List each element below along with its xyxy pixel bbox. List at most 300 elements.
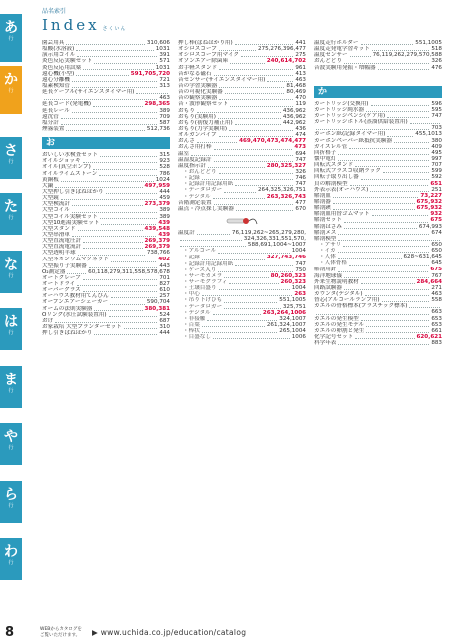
entry-pages: 389 — [159, 207, 170, 214]
leader-dots — [44, 99, 157, 100]
entry-pages: 463 — [431, 291, 442, 298]
leader-dots — [214, 149, 293, 150]
tab-ta[interactable] — [0, 193, 22, 235]
tab-na[interactable] — [0, 251, 22, 293]
index-column-2 — [178, 40, 306, 340]
entry-label: 塩素検知管 — [42, 82, 70, 89]
entry-pages: 512,736 — [146, 125, 170, 132]
leader-dots — [230, 63, 265, 64]
entry-pages: 923 — [159, 158, 170, 165]
entry-label: カエルの卵割と発生 — [314, 327, 365, 334]
entry-pages: 675,932 — [416, 198, 442, 205]
entry-label: ・アサリ — [319, 241, 342, 248]
entry-label: 音の学習実験器 — [178, 82, 218, 89]
entry-pages: 628~631,645 — [403, 254, 442, 261]
leader-dots — [78, 230, 143, 231]
tab-sa[interactable] — [0, 137, 22, 179]
index-entry — [42, 330, 170, 336]
entry-pages: 324,326,331,551,570, — [243, 236, 306, 243]
leader-dots — [83, 69, 154, 70]
tab-gyo: 行 — [8, 388, 14, 394]
entry-label: オームの法則実験器 — [42, 305, 93, 312]
entry-pages: 674,993 — [418, 223, 442, 230]
entry-label: 大型透明半球 — [42, 250, 76, 257]
entry-label: カートリッジボトル(蒸溜供給装置用) — [314, 119, 408, 126]
entry-label: 遠沈管 — [42, 113, 59, 120]
entry-pages: 326 — [295, 168, 306, 175]
entry-label: ・サーモグラフィ — [183, 279, 228, 286]
entry-pages: 389 — [159, 213, 170, 220]
leader-dots — [197, 142, 237, 143]
entry-pages: 284,664 — [416, 278, 442, 285]
entry-label: Oリング(水圧試験装置用) — [42, 311, 107, 318]
entry-list-o-part2 — [42, 152, 170, 336]
entry-label: 貝の解剖模型 — [314, 180, 348, 187]
entry-label: カートリッジ(交換用) — [314, 100, 369, 107]
entry-pages: 439,548 — [144, 225, 170, 232]
leader-dots — [93, 169, 157, 170]
entry-label: ・棒状 — [183, 328, 200, 335]
entry-label: 温度センサー — [314, 52, 348, 59]
catalog-url-link[interactable]: ▶ www.uchida.co.jp/education/catalog — [92, 628, 247, 637]
leader-dots — [218, 271, 293, 272]
entry-label: カエルの骨格標本(プラスチック標本) — [314, 303, 408, 310]
tab-kana: た — [4, 199, 18, 215]
entry-pages: 518 — [431, 46, 442, 53]
tab-ma[interactable] — [0, 366, 22, 408]
leader-dots — [67, 273, 86, 274]
leader-dots — [350, 185, 429, 186]
tab-kana: あ — [4, 20, 18, 36]
entry-label: お手軽スタンド — [178, 64, 218, 71]
entry-label: カウンタ(デジタル) — [314, 291, 363, 298]
entry-pages: 469,470,473,474,477 — [239, 138, 306, 145]
entry-label: ガイスレル管 — [314, 143, 348, 150]
leader-dots — [83, 242, 142, 243]
leader-dots — [218, 118, 281, 119]
tab-ya[interactable] — [0, 423, 22, 465]
entry-pages: 558 — [431, 297, 442, 304]
entry-pages: 747 — [295, 260, 306, 267]
entry-pages: 675 — [430, 217, 442, 224]
leader-dots — [230, 106, 293, 107]
entry-list-o-part5 — [314, 40, 442, 71]
entry-pages: 315 — [159, 152, 170, 159]
leader-dots — [100, 156, 157, 157]
entry-pages: 675,932 — [416, 205, 442, 212]
leader-dots — [214, 161, 294, 162]
entry-label: 回転子取り出し器 — [314, 174, 359, 181]
entry-label: 塩酸(水溶液) — [42, 46, 75, 53]
leader-dots — [338, 160, 429, 161]
entry-label: ・記録計用記録用紙 — [183, 260, 234, 267]
entry-pages: 1024 — [155, 176, 170, 183]
tab-kana: か — [4, 72, 18, 88]
entry-label: カートリッジペンシ(ケア用) — [314, 112, 386, 119]
entry-label: 延長レール — [42, 107, 70, 114]
leader-dots — [366, 332, 429, 333]
entry-label: O₂測定器 — [42, 268, 66, 275]
entry-pages: 747 — [431, 112, 442, 119]
tab-kana: や — [4, 429, 18, 445]
entry-label: オゾンエアー除菌庫 — [178, 58, 229, 65]
index-title-note: さくいん — [102, 26, 127, 32]
entry-pages: 645 — [431, 260, 442, 267]
index-title — [42, 16, 127, 38]
entry-label: 演示用コイル — [42, 52, 76, 59]
entry-pages: 650 — [431, 241, 442, 248]
entry-pages: 409 — [431, 143, 442, 150]
leader-dots — [224, 192, 256, 193]
entry-pages: 265,1004 — [279, 328, 306, 335]
entry-label: ・記録 — [183, 175, 200, 182]
entry-label: カエルの発生モデル — [314, 321, 365, 328]
tab-kana: わ — [4, 544, 18, 560]
entry-pages: 413 — [295, 70, 306, 77]
entry-pages: 746 — [295, 175, 306, 182]
entry-pages: 402 — [158, 256, 170, 263]
leader-dots — [110, 304, 145, 305]
entry-label: ・デジタル — [183, 309, 211, 316]
entry-pages: 273,379 — [144, 201, 170, 208]
entry-label: 科学年表 — [314, 340, 337, 347]
entry-label: ・サーモカメラ — [183, 272, 223, 279]
tab-a[interactable] — [0, 14, 22, 62]
leader-dots — [338, 258, 402, 259]
entry-pages: 651 — [430, 180, 442, 187]
leader-dots — [378, 69, 430, 70]
tab-kana: は — [4, 314, 18, 330]
leader-dots — [361, 283, 415, 284]
entry-pages: 721 — [159, 76, 170, 83]
entry-label: ・目盛なし — [183, 334, 211, 341]
entry-pages: 650 — [431, 248, 442, 255]
entry-label: ・アルコール — [183, 248, 217, 255]
leader-dots — [409, 307, 440, 308]
entry-label: 大型コイル実験セット — [42, 213, 98, 220]
entry-pages: 257 — [159, 293, 170, 300]
entry-label: 解剖皿 — [314, 192, 331, 199]
entry-pages: 590,704 — [146, 299, 170, 306]
tab-gyo: 行 — [8, 273, 14, 279]
leader-dots — [202, 295, 293, 296]
leader-dots — [180, 240, 242, 241]
entry-label: オーハウス教材用てんびん — [42, 293, 109, 300]
entry-pages: 595 — [431, 106, 442, 113]
entry-pages: 750 — [295, 266, 306, 273]
leader-dots — [180, 246, 246, 247]
entry-pages: 477 — [295, 199, 306, 206]
entry-label: オルガンパイプ — [178, 132, 217, 139]
entry-label: オープンエアーシェーカー — [42, 299, 109, 306]
leader-dots — [197, 112, 281, 113]
entry-label: 炎色反応実験セット — [42, 58, 93, 65]
entry-label: ・土壌目盛り — [183, 285, 217, 292]
entry-label: 回転式スタンド — [314, 162, 354, 169]
leader-dots — [333, 197, 419, 198]
tab-ha[interactable] — [0, 308, 22, 350]
leader-dots — [366, 111, 429, 112]
leader-dots — [202, 332, 278, 333]
leader-dots — [224, 302, 277, 303]
entry-label: ・人体骨格 — [319, 260, 347, 267]
index-column-1 — [42, 40, 170, 336]
entry-label: 音がなる磁石 — [178, 70, 212, 77]
entry-label: おんどどり — [314, 58, 342, 65]
leader-dots — [229, 130, 293, 131]
entry-pages: 275 — [295, 52, 306, 59]
entry-label: 音・波形観察セット — [178, 101, 229, 108]
entry-pages: 251 — [431, 186, 442, 193]
leader-dots — [214, 75, 294, 76]
entry-label: おもり(力学実験用) — [178, 125, 228, 132]
leader-dots — [136, 93, 168, 94]
entry-label: 大型スタンド — [42, 225, 76, 232]
leader-dots — [316, 129, 429, 130]
leader-dots — [344, 289, 429, 290]
entry-label: 大型鏡 — [42, 195, 59, 202]
entry-label: 温点・冷点探し実験器 — [178, 205, 234, 212]
leader-dots — [191, 155, 293, 156]
leader-dots — [338, 344, 429, 345]
entry-pages: 436 — [295, 125, 306, 132]
leader-dots — [213, 198, 265, 199]
leader-dots — [55, 322, 157, 323]
entry-label: おんさ用打棒 — [178, 144, 212, 151]
entry-pages: 271 — [431, 284, 442, 291]
page-header — [42, 8, 127, 38]
leader-dots — [208, 167, 265, 168]
entry-label: 大型振り子実験器 — [42, 262, 87, 269]
entry-pages: 439 — [158, 219, 170, 226]
entry-label: ・データロガー — [183, 303, 223, 310]
tab-ka[interactable] — [0, 66, 22, 114]
entry-pages: 80,469 — [286, 89, 306, 96]
entry-label: 押し棒(ばねはかり用) — [178, 40, 233, 46]
entry-pages: 524 — [159, 311, 170, 318]
leader-dots — [344, 228, 417, 229]
entry-pages: 610 — [159, 287, 170, 294]
entry-pages: 76,119,262,279,570,588 — [372, 52, 442, 59]
entry-pages: 1004 — [291, 285, 306, 292]
leader-dots — [111, 261, 156, 262]
entry-label: 延長ケーブル(サイエンスタイマー用) — [42, 89, 135, 96]
leader-dots — [316, 314, 429, 315]
entry-label: 大鍋 — [42, 182, 54, 189]
entry-pages: 310 — [159, 324, 170, 331]
entry-pages: 280,325,327 — [266, 162, 306, 169]
leader-dots — [361, 44, 414, 45]
entry-label: 大型ネオジウムマグネット — [42, 256, 109, 263]
leader-dots — [349, 148, 429, 149]
entry-pages: 119 — [295, 101, 306, 108]
entry-pages: 747 — [295, 156, 306, 163]
leader-dots — [76, 75, 128, 76]
tab-wa[interactable] — [0, 538, 22, 580]
entry-label: 回転式フラスコ収納ラック — [314, 168, 381, 175]
tab-ra[interactable] — [0, 481, 22, 523]
entry-list-o-part4 — [178, 230, 306, 341]
entry-pages: 391 — [159, 52, 170, 59]
leader-dots — [72, 87, 157, 88]
leader-dots — [94, 334, 157, 335]
entry-list-o-part3 — [178, 40, 306, 212]
leader-dots — [213, 338, 290, 339]
entry-label: おもり — [178, 107, 195, 114]
entry-pages: 551,1005 — [279, 297, 306, 304]
leader-dots — [344, 222, 428, 223]
entry-pages: 738,766 — [146, 250, 170, 257]
entry-label: ・ケース入り — [183, 266, 217, 273]
leader-dots — [219, 50, 256, 51]
entry-pages: 473 — [294, 144, 306, 151]
entry-label: おけ — [42, 317, 54, 324]
entry-pages: 263 — [294, 291, 306, 298]
thermometer-photo — [178, 212, 306, 230]
entry-pages: 653 — [431, 321, 442, 328]
leader-dots — [94, 310, 142, 311]
entry-pages: 441 — [295, 40, 306, 46]
leader-dots — [225, 93, 285, 94]
entry-pages: 1006 — [291, 334, 306, 341]
entry-label: 大型串滑車 — [42, 231, 70, 238]
entry-label: おいしい水検査セット — [42, 152, 98, 159]
index-entry — [178, 334, 306, 340]
entry-label: ・記録計用記録用紙 — [183, 181, 234, 188]
leader-dots — [101, 224, 156, 225]
leader-dots — [202, 326, 265, 327]
entry-label: 化学記号セット — [314, 334, 354, 341]
entry-label: ・吊り下げひも — [183, 297, 223, 304]
entry-pages: 883 — [431, 340, 442, 347]
entry-pages: 380 — [431, 137, 442, 144]
entry-label: 音階測定装置 — [178, 199, 212, 206]
entry-label: オシロスコープ — [178, 46, 217, 53]
entry-pages: 389 — [159, 107, 170, 114]
entry-label: 温室 — [178, 150, 190, 157]
entry-pages: 60,118,279,311,558,578,678 — [88, 268, 170, 275]
leader-dots — [267, 81, 293, 82]
tab-gyo: 行 — [8, 215, 14, 221]
entry-pages: 1031 — [155, 46, 170, 53]
leader-dots — [338, 271, 428, 272]
entry-pages: 76,119,262~265,279,280, — [231, 229, 306, 236]
entry-pages: 325,751 — [282, 303, 306, 310]
entry-label: オシロスコープ用マイク — [178, 52, 240, 59]
entry-label: 大型検流計 — [42, 201, 70, 208]
tab-gyo: 行 — [8, 36, 14, 42]
leader-dots — [387, 136, 413, 137]
page-number: 8 — [5, 625, 15, 640]
leader-dots — [361, 179, 430, 180]
entry-pages: 327,743,746 — [266, 254, 306, 261]
entry-pages: 767 — [431, 272, 442, 279]
tab-gyo: 行 — [8, 503, 14, 509]
entry-label: ・百葉 — [183, 322, 200, 329]
entry-pages: 444 — [159, 330, 170, 337]
leader-dots — [55, 187, 142, 188]
leader-dots — [333, 209, 415, 210]
tab-gyo: 行 — [8, 560, 14, 566]
entry-label: 炎色反応用試薬 — [42, 64, 82, 71]
kana-index-sidebar — [0, 0, 22, 644]
entry-pages: 588,691,1004~1007 — [247, 242, 306, 249]
entry-pages: 380,381 — [144, 305, 170, 312]
entry-pages: 455,1013 — [415, 131, 442, 138]
entry-label: ・非接触 — [183, 315, 206, 322]
entry-label: 解剖メス — [314, 229, 337, 236]
footer-note: WEBからカタログをご覧いただけます。 — [40, 627, 82, 638]
entry-pages: 495 — [431, 149, 442, 156]
tab-gyo: 行 — [8, 88, 14, 94]
entry-pages: 571 — [159, 58, 170, 65]
entry-pages: 263,326,743 — [266, 193, 306, 200]
index-title-text: Index — [42, 16, 100, 34]
leader-dots — [197, 234, 230, 235]
entry-pages: 674 — [431, 229, 442, 236]
entry-label: 音の観察実験器 — [178, 95, 218, 102]
entry-label: お家栽培 大型プランターセット — [42, 324, 122, 331]
leader-dots — [372, 50, 429, 51]
entry-label: おもり(実験用) — [178, 113, 216, 120]
leader-dots — [338, 154, 429, 155]
entry-label: カーボン紙(記録タイマー用) — [314, 131, 386, 138]
entry-label: 温度走発電学習キット — [314, 46, 370, 53]
index-column-3 — [314, 40, 442, 346]
entry-pages: 313 — [159, 82, 170, 89]
entry-pages: 439 — [158, 231, 170, 238]
leader-dots — [235, 44, 294, 45]
leader-dots — [202, 259, 265, 260]
entry-pages: 653 — [431, 315, 442, 322]
leader-dots — [83, 291, 158, 292]
entry-label: 大型直流電圧計 — [42, 238, 82, 245]
leader-dots — [366, 326, 429, 327]
entry-label: オイルライムストーン — [42, 170, 98, 177]
entry-pages: 709 — [159, 113, 170, 120]
entry-label: おんさ — [178, 138, 195, 145]
index-entry — [314, 340, 442, 346]
leader-dots — [236, 210, 293, 211]
entry-pages: 463 — [295, 76, 306, 83]
tab-kana: ま — [4, 372, 18, 388]
entry-label: 温湿度記録計 — [178, 156, 212, 163]
leader-dots — [219, 87, 284, 88]
entry-label: カエルの発生模型 — [314, 315, 359, 322]
entry-label: 外来生物説明教材 — [314, 278, 359, 285]
tab-gyo: 行 — [8, 159, 14, 165]
leader-dots — [100, 218, 158, 219]
leader-dots — [83, 162, 158, 163]
entry-pages: 73,227 — [420, 192, 442, 199]
leader-dots — [111, 297, 158, 298]
entry-label: 園芸用具 — [42, 40, 65, 46]
entry-pages: 442,962 — [282, 119, 306, 126]
leader-dots — [66, 44, 144, 45]
entry-label: オイルジョッキ — [42, 158, 81, 165]
entry-pages: 827 — [159, 281, 170, 288]
leader-dots — [343, 246, 429, 247]
entry-pages: 961 — [295, 64, 306, 71]
leader-dots — [224, 308, 281, 309]
entry-pages: 80,260,323 — [270, 272, 306, 279]
leader-dots — [61, 181, 154, 182]
leader-dots — [66, 130, 144, 131]
leader-dots — [355, 338, 414, 339]
leader-dots — [61, 124, 158, 125]
entry-pages: 670 — [295, 205, 306, 212]
leader-dots — [83, 248, 142, 249]
